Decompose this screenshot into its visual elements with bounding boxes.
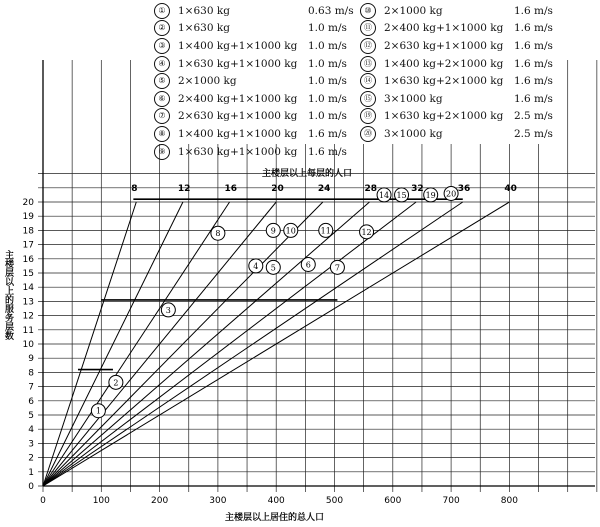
legend-speed: 1.0 m/s bbox=[308, 75, 347, 88]
legend-row bbox=[360, 72, 553, 90]
legend-row bbox=[154, 72, 354, 90]
zone-marker-label: 9 bbox=[270, 226, 276, 236]
zone-marker-label: 6 bbox=[305, 260, 311, 270]
legend-row bbox=[154, 108, 354, 126]
y-tick-label: 18 bbox=[22, 226, 34, 237]
x-tick-label: 200 bbox=[151, 496, 169, 506]
y-tick-label: 15 bbox=[22, 269, 34, 279]
legend-config: 2×1000 kg bbox=[178, 75, 237, 88]
zone-marker-label: 5 bbox=[270, 263, 276, 273]
x-tick-label: 500 bbox=[325, 496, 344, 506]
legend-number: ② bbox=[154, 20, 170, 36]
y-tick-label: 11 bbox=[22, 325, 34, 336]
legend-speed: 1.6 m/s bbox=[514, 4, 553, 17]
legend-speed: 1.0 m/s bbox=[308, 110, 347, 123]
legend-speed: 1.6 m/s bbox=[308, 145, 347, 158]
legend-number: ⑲ bbox=[360, 108, 376, 124]
y-tick-label: 13 bbox=[22, 297, 34, 308]
legend-config: 1×630 kg+1×1000 kg bbox=[178, 145, 298, 158]
legend-config: 1×630 kg+2×1000 kg bbox=[384, 75, 504, 88]
x-tick-label: 700 bbox=[442, 496, 460, 506]
legend-row bbox=[154, 2, 354, 20]
legend-right-column bbox=[360, 2, 553, 143]
zone-marker-label: 15 bbox=[396, 190, 407, 200]
legend-speed: 1.0 m/s bbox=[308, 39, 347, 52]
y-tick-label: 6 bbox=[28, 396, 34, 407]
legend-speed: 1.6 m/s bbox=[514, 39, 553, 52]
zone-marker-label: 3 bbox=[165, 305, 171, 315]
x-tick-label: 400 bbox=[267, 496, 285, 506]
top-tick-label: 24 bbox=[317, 184, 331, 194]
legend-number: ⑮ bbox=[360, 91, 376, 107]
legend-number: ⑧ bbox=[154, 126, 170, 142]
x-axis-title: 主楼层以上居住的总人口 bbox=[225, 513, 325, 523]
legend-number: ⑫ bbox=[360, 38, 376, 54]
legend-row bbox=[154, 90, 354, 108]
top-tick-label: 28 bbox=[364, 184, 378, 194]
x-tick-label: 300 bbox=[209, 496, 227, 506]
x-tick-label: 600 bbox=[384, 496, 402, 506]
top-tick-label: 32 bbox=[411, 184, 424, 194]
legend-speed: 1.0 m/s bbox=[308, 22, 347, 35]
legend-config: 3×1000 kg bbox=[384, 92, 443, 105]
legend-config: 3×1000 kg bbox=[384, 127, 443, 140]
legend-number: ⑨ bbox=[154, 144, 170, 160]
top-tick-label: 20 bbox=[271, 184, 284, 194]
legend-config: 1×630 kg+1×1000 kg bbox=[178, 57, 298, 70]
legend-number: ③ bbox=[154, 38, 170, 54]
legend-config: 1×400 kg+2×1000 kg bbox=[384, 57, 504, 70]
legend-config: 1×630 kg bbox=[178, 4, 230, 17]
legend-row bbox=[360, 55, 553, 73]
y-tick-label: 5 bbox=[28, 411, 34, 421]
legend-config: 2×1000 kg bbox=[384, 4, 443, 17]
legend-speed: 2.5 m/s bbox=[514, 127, 553, 140]
y-tick-label: 16 bbox=[22, 254, 34, 265]
legend-row bbox=[360, 125, 553, 143]
legend-number: ④ bbox=[154, 56, 170, 72]
top-axis-title: 主楼层以上每层的人口 bbox=[262, 169, 353, 179]
legend-config: 2×630 kg+1×1000 kg bbox=[178, 110, 298, 123]
y-tick-label: 8 bbox=[28, 368, 34, 379]
top-tick-label: 12 bbox=[177, 184, 191, 194]
legend-row bbox=[360, 2, 553, 20]
y-tick-label: 2 bbox=[28, 453, 34, 464]
legend-number: ⑪ bbox=[360, 20, 376, 36]
legend-speed: 1.6 m/s bbox=[514, 22, 553, 35]
legend-row bbox=[360, 108, 553, 126]
zone-marker-label: 20 bbox=[446, 189, 457, 199]
y-tick-label: 17 bbox=[22, 240, 34, 251]
top-tick-label: 16 bbox=[224, 184, 238, 194]
zone-marker-label: 7 bbox=[334, 263, 340, 273]
zone-marker-label: 1 bbox=[95, 406, 101, 416]
legend-speed: 1.6 m/s bbox=[308, 127, 347, 140]
zone-marker-label: 2 bbox=[113, 378, 119, 388]
y-tick-label: 3 bbox=[28, 439, 34, 450]
zone-markers bbox=[91, 186, 458, 417]
legend-speed: 1.6 m/s bbox=[514, 75, 553, 88]
legend-number: ① bbox=[154, 3, 170, 19]
y-tick-label: 14 bbox=[22, 283, 34, 294]
legend-config: 1×630 kg+2×1000 kg bbox=[384, 110, 504, 123]
y-tick-label: 19 bbox=[22, 212, 34, 223]
zone-marker-label: 4 bbox=[253, 261, 259, 271]
y-tick-label: 12 bbox=[22, 311, 34, 322]
legend-speed: 1.6 m/s bbox=[514, 57, 553, 70]
legend-number: ⑥ bbox=[154, 91, 170, 107]
y-tick-label: 0 bbox=[28, 482, 34, 492]
legend-row bbox=[154, 55, 354, 73]
legend-row bbox=[360, 20, 553, 38]
legend-config: 1×630 kg bbox=[178, 22, 230, 35]
zone-marker-label: 11 bbox=[320, 226, 331, 236]
y-tick-label: 1 bbox=[28, 467, 34, 478]
legend-row bbox=[154, 143, 354, 161]
legend-speed: 1.0 m/s bbox=[308, 57, 347, 70]
top-tick-label: 40 bbox=[504, 184, 517, 194]
zone-marker-label: 10 bbox=[285, 226, 296, 236]
legend-left-column bbox=[154, 2, 354, 160]
legend-config: 1×400 kg+1×1000 kg bbox=[178, 39, 298, 52]
legend-number: ⑳ bbox=[360, 126, 376, 142]
x-tick-label: 0 bbox=[40, 496, 46, 506]
legend-number: ⑩ bbox=[360, 3, 376, 19]
zone-marker-label: 19 bbox=[425, 190, 436, 200]
zone-marker-label: 12 bbox=[361, 227, 372, 237]
x-tick-label: 100 bbox=[92, 496, 110, 506]
legend-number: ⑤ bbox=[154, 73, 170, 89]
legend-row bbox=[154, 125, 354, 143]
zone-marker-label: 14 bbox=[378, 190, 390, 200]
x-tick-label: 800 bbox=[500, 496, 518, 506]
zone-marker-label: 8 bbox=[215, 229, 221, 239]
y-axis-title: 主楼层以上的服务层数 bbox=[3, 250, 13, 340]
legend-config: 2×630 kg+1×1000 kg bbox=[384, 39, 504, 52]
legend-number: ⑬ bbox=[360, 56, 376, 72]
y-tick-label: 20 bbox=[22, 198, 34, 208]
legend-config: 1×400 kg+1×1000 kg bbox=[178, 127, 298, 140]
legend-config: 2×400 kg+1×1000 kg bbox=[178, 92, 298, 105]
legend-speed: 1.0 m/s bbox=[308, 92, 347, 105]
top-tick-label: 8 bbox=[131, 184, 138, 194]
y-tick-label: 10 bbox=[22, 340, 34, 350]
legend-speed: 2.5 m/s bbox=[514, 110, 553, 123]
y-tick-label: 4 bbox=[28, 425, 34, 436]
legend-row bbox=[154, 20, 354, 38]
legend bbox=[150, 2, 558, 158]
legend-speed: 1.6 m/s bbox=[514, 92, 553, 105]
legend-row bbox=[154, 37, 354, 55]
legend-row bbox=[360, 90, 553, 108]
y-tick-label: 7 bbox=[28, 382, 34, 393]
legend-config: 2×400 kg+1×1000 kg bbox=[384, 22, 504, 35]
legend-number: ⑭ bbox=[360, 73, 376, 89]
top-tick-label: 36 bbox=[457, 184, 471, 194]
legend-number: ⑦ bbox=[154, 108, 170, 124]
y-tick-label: 9 bbox=[28, 354, 34, 365]
legend-row bbox=[360, 37, 553, 55]
legend-speed: 0.63 m/s bbox=[308, 4, 354, 17]
axis-ticks bbox=[23, 198, 519, 506]
